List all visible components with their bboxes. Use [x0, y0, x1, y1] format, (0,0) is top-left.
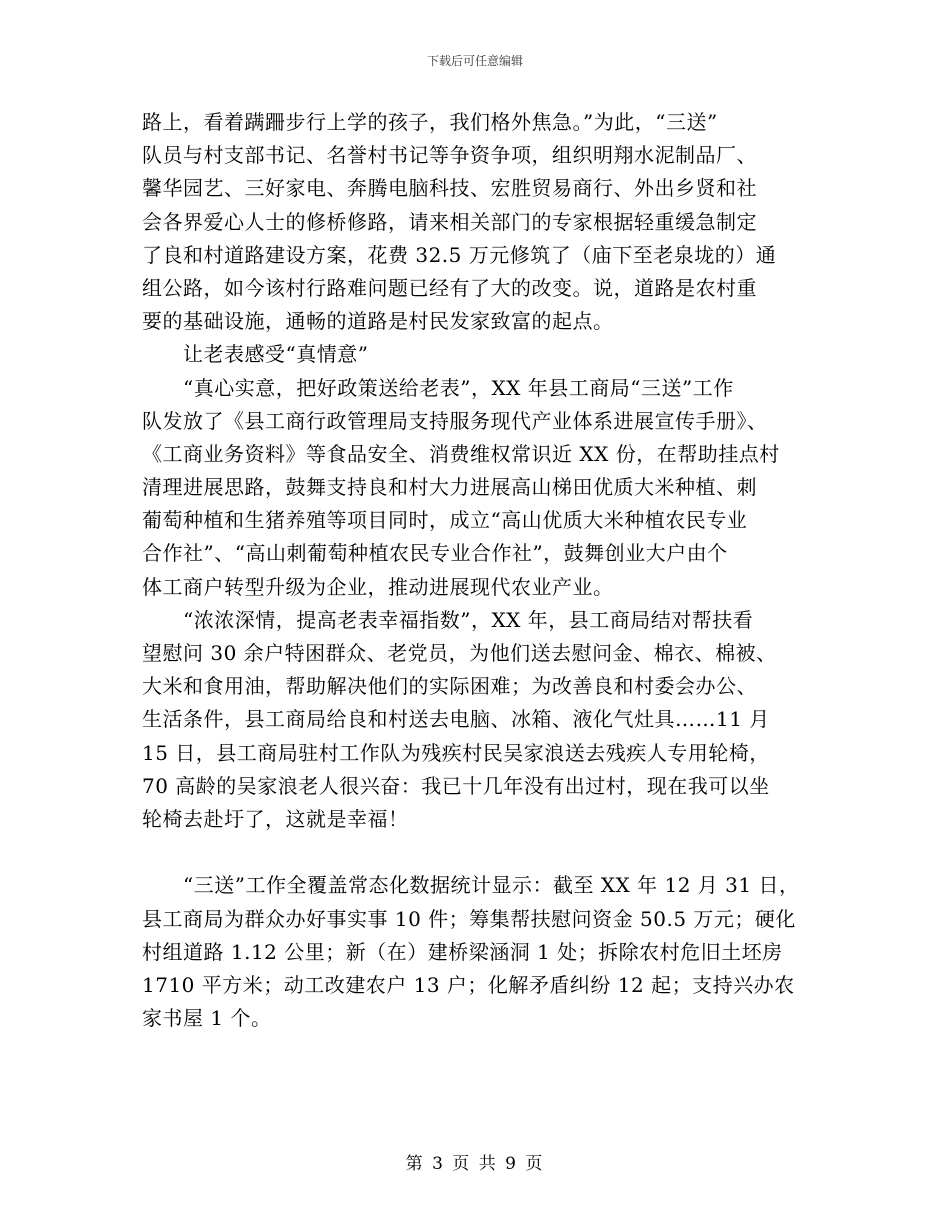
page-header: 下载后可任意编辑 [426, 54, 523, 68]
text-line: 馨华园艺、三好家电、奔腾电脑科技、宏胜贸易商行、外出乡贤和社 [142, 176, 757, 201]
section-heading: 让老表感受“真情意” [142, 342, 369, 367]
text-line: 队发放了《县工商行政管理局支持服务现代产业体系进展宣传手册》、 [142, 408, 768, 433]
text-line: 了良和村道路建设方案，花费 32.5 万元修筑了（庙下至老泉垅的）通 [142, 242, 777, 267]
text-line: 清理进展思路，鼓舞支持良和村大力进展高山梯田优质大米种植、刺 [142, 475, 757, 500]
text-line: 70 高龄的吴家浪老人很兴奋：我已十几年没有出过村，现在我可以坐 [142, 773, 770, 798]
text-line: 《工商业务资料》等食品安全、消费维权常识近 XX 份，在帮助挂点村 [142, 441, 780, 466]
text-line: 要的基础设施，通畅的道路是村民发家致富的起点。 [142, 309, 614, 334]
page-number: 第 3 页 共 9 页 [405, 1154, 545, 1174]
text-line: 体工商户转型升级为企业，推动进展现代农业产业。 [142, 574, 614, 599]
text-line: 会各界爱心人士的修桥修路，请来相关部门的专家根据轻重缓急制定 [142, 209, 757, 234]
text-line: “浓浓深情，提高老表幸福指数”，XX 年，县工商局结对帮扶看 [142, 607, 754, 632]
text-line: 大米和食用油，帮助解决他们的实际困难；为改善良和村委会办公、 [142, 674, 757, 699]
text-line: 村组道路 1.12 公里；新（在）建桥梁涵洞 1 处；拆除农村危旧土坯房 [142, 939, 783, 964]
text-line: 队员与村支部书记、名誉村书记等争资争项，组织明翔水泥制品厂、 [142, 143, 757, 168]
text-line: 15 日，县工商局驻村工作队为残疾村民吴家浪送去残疾人专用轮椅， [142, 740, 770, 765]
text-line: 县工商局为群众办好事实事 10 件；筹集帮扶慰问资金 50.5 万元；硬化 [142, 906, 796, 931]
text-line: 生活条件，县工商局给良和村送去电脑、冰箱、液化气灶具……11 月 [142, 707, 770, 732]
text-line: 1710 平方米；动工改建农户 13 户；化解矛盾纠纷 12 起；支持兴办农 [142, 972, 795, 997]
text-line: 望慰问 30 余户特困群众、老党员，为他们送去慰问金、棉衣、棉被、 [142, 641, 777, 665]
text-line: “三送”工作全覆盖常态化数据统计显示：截至 XX 年 12 月 31 日， [142, 873, 800, 898]
text-line: 家书屋 1 个。 [142, 1006, 272, 1031]
text-line: 合作社”、“高山刺葡萄种植农民专业合作社”，鼓舞创业大户由个 [142, 541, 728, 566]
text-line: 路上，看着蹒跚步行上学的孩子，我们格外焦急。”为此，“三送” [142, 110, 718, 134]
text-line: 组公路，如今该村行路难问题已经有了大的改变。说，道路是农村重 [142, 275, 757, 300]
text-line: 葡萄种植和生猪养殖等项目同时，成立“高山优质大米种植农民专业 [142, 508, 748, 533]
document-body [142, 106, 810, 1035]
blank-line [142, 836, 810, 869]
text-line: “真心实意，把好政策送给老表”，XX 年县工商局“三送”工作 [142, 375, 734, 400]
text-line: 轮椅去赴圩了，这就是幸福！ [142, 806, 409, 831]
